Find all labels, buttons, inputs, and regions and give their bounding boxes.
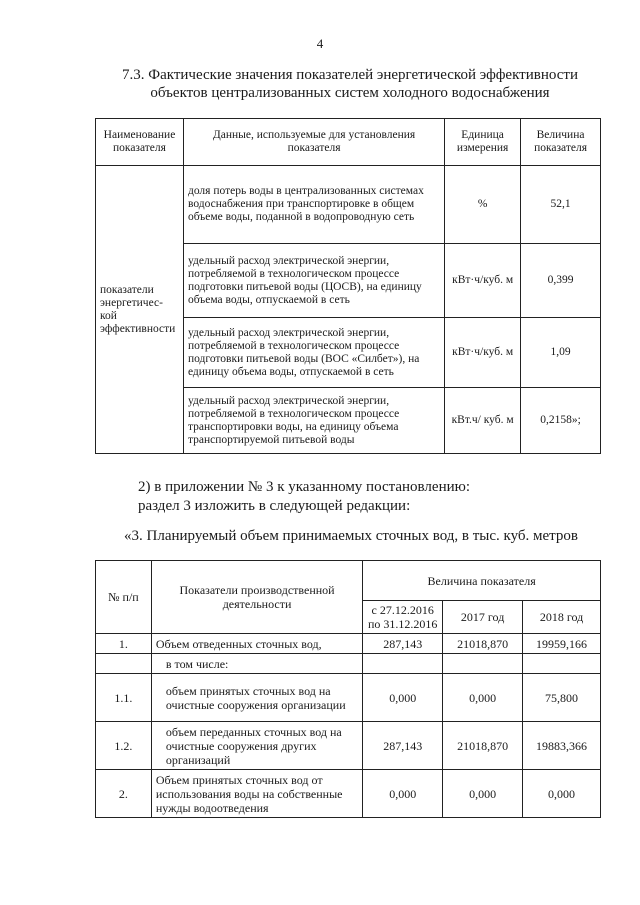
row-v3: 75,800 <box>523 674 601 722</box>
table-row <box>96 166 601 244</box>
row-v3: 0,000 <box>523 770 601 818</box>
table-row <box>96 722 601 770</box>
row-v2: 0,000 <box>443 770 523 818</box>
row-v1 <box>363 654 443 674</box>
row-value: 52,1 <box>521 166 601 244</box>
header-indicator: Показатели производственной деятельности <box>151 561 362 634</box>
row-unit: кВт·ч/куб. м <box>445 244 521 318</box>
section-heading <box>90 66 610 102</box>
header-name: Наименование показателя <box>96 119 184 166</box>
row-num: 1.2. <box>96 722 152 770</box>
row-v3: 19883,366 <box>523 722 601 770</box>
row-name: объем принятых сточных вод на очистные сооружения организации <box>151 674 362 722</box>
row-v2: 21018,870 <box>443 634 523 654</box>
row-v2: 0,000 <box>443 674 523 722</box>
instruction-paragraph <box>138 478 470 516</box>
table-row <box>96 634 601 654</box>
section-heading-line1: 7.3. Фактические значения показателей энергетической эффективности <box>122 67 578 83</box>
row-unit: кВт·ч/куб. м <box>445 318 521 388</box>
row-name: объем переданных сточных вод на очистные сооружения других организаций <box>151 722 362 770</box>
table-row <box>96 654 601 674</box>
row-v1: 0,000 <box>363 770 443 818</box>
row-num: 1. <box>96 634 152 654</box>
row-name: Объем отведенных сточных вод, <box>151 634 362 654</box>
table-row <box>96 770 601 818</box>
section-heading-line2: объектов централизованных систем холодного водоснабжения <box>150 85 550 101</box>
row-unit: кВт.ч/ куб. м <box>445 388 521 454</box>
row-unit: % <box>445 166 521 244</box>
row-num: 2. <box>96 770 152 818</box>
header-unit: Единица измерения <box>445 119 521 166</box>
energy-efficiency-table <box>95 118 601 454</box>
header-2018: 2018 год <box>523 601 601 634</box>
header-data: Данные, используемые для установления показателя <box>183 119 444 166</box>
wastewater-table <box>95 560 601 818</box>
row-value: 0,2158»; <box>521 388 601 454</box>
instruction-line1: 2) в приложении № 3 к указанному постановлению: <box>138 479 470 495</box>
row-value: 0,399 <box>521 244 601 318</box>
header-period: с 27.12.2016 по 31.12.2016 <box>363 601 443 634</box>
row-desc: доля потерь воды в централизованных системах водоснабжения при транспортировке в общем объеме воды, поданной в водопроводную сеть <box>183 166 444 244</box>
row-v2: 21018,870 <box>443 722 523 770</box>
wastewater-heading: «3. Планируемый объем принимаемых сточных вод, в тыс. куб. метров <box>124 528 578 544</box>
row-name: в том числе: <box>151 654 362 674</box>
row-num: 1.1. <box>96 674 152 722</box>
table-header-row <box>96 119 601 166</box>
row-v3: 19959,166 <box>523 634 601 654</box>
page-number: 4 <box>316 36 324 51</box>
row-v2 <box>443 654 523 674</box>
group-name-cell: показатели энергетичес-кой эффективности <box>96 166 184 454</box>
header-value-group: Величина показателя <box>363 561 601 601</box>
row-v1: 287,143 <box>363 722 443 770</box>
row-desc: удельный расход электрической энергии, потребляемой в технологическом процессе транспортировки воды, на единицу объема транспортируемой питьевой воды <box>183 388 444 454</box>
row-name: Объем принятых сточных вод от использования воды на собственные нужды водоотведения <box>151 770 362 818</box>
row-v1: 0,000 <box>363 674 443 722</box>
header-value: Величина показателя <box>521 119 601 166</box>
row-desc: удельный расход электрической энергии, потребляемой в технологическом процессе подготовки питьевой воды (ЦОСВ), на единицу объема воды, отпускаемой в сеть <box>183 244 444 318</box>
instruction-line2: раздел 3 изложить в следующей редакции: <box>138 498 411 514</box>
header-num: № п/п <box>96 561 152 634</box>
table-header-row <box>96 561 601 601</box>
row-v3 <box>523 654 601 674</box>
row-value: 1,09 <box>521 318 601 388</box>
row-v1: 287,143 <box>363 634 443 654</box>
row-num <box>96 654 152 674</box>
header-2017: 2017 год <box>443 601 523 634</box>
table-row <box>96 674 601 722</box>
row-desc: удельный расход электрической энергии, потребляемой в технологическом процессе подготовки питьевой воды (ВОС «Силбет»), на единицу объема воды, отпускаемой в сеть <box>183 318 444 388</box>
